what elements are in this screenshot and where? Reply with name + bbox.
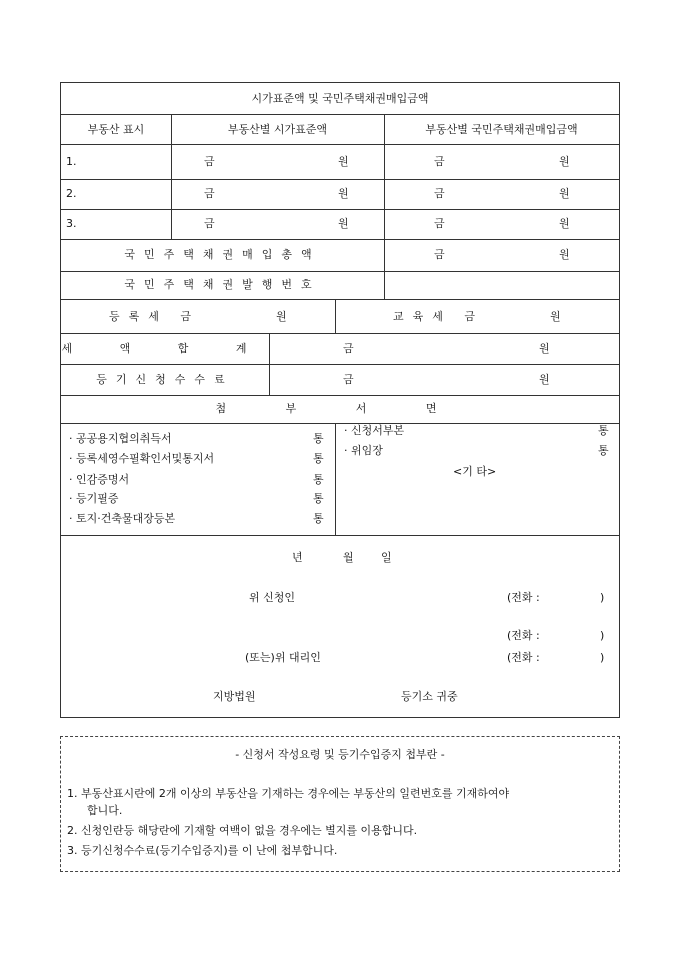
phone-label: (전화 : xyxy=(507,651,540,664)
row-divider xyxy=(61,299,619,300)
geum-label: 금 xyxy=(204,155,215,168)
bond-number-label: 국민주택채권발행번호 xyxy=(124,278,321,291)
attachments-title: 첨 부 서 면 xyxy=(215,402,465,415)
others-label: <기 타> xyxy=(453,465,497,478)
won-label: 원 xyxy=(539,373,550,386)
application-form xyxy=(60,82,620,718)
geum-label: 금 xyxy=(434,248,445,261)
row-divider xyxy=(61,209,619,210)
col-divider xyxy=(269,333,270,395)
phone-close: ) xyxy=(600,651,605,664)
header-standard-price: 부동산별 시가표준액 xyxy=(227,123,328,136)
won-label: 원 xyxy=(559,248,570,261)
court-label: 지방법원 xyxy=(213,690,256,703)
row-divider xyxy=(61,395,619,396)
won-label: 원 xyxy=(539,342,550,355)
registration-fee-label: 등기신청수수료 xyxy=(96,373,234,386)
tong-label: 통 xyxy=(313,473,324,486)
geum-label: 금 xyxy=(434,187,445,200)
attachment-item: · 등록세영수필확인서및통지서 xyxy=(69,452,215,465)
row-number: 3. xyxy=(66,217,77,230)
form-title: 시가표준액 및 국민주택채권매입금액 xyxy=(251,92,429,105)
phone-label: (전화 : xyxy=(507,591,540,604)
geum-label: 금 xyxy=(204,187,215,200)
tong-label: 통 xyxy=(313,452,324,465)
attachment-item: · 신청서부본 xyxy=(344,424,405,437)
header-property: 부동산 표시 xyxy=(87,123,145,136)
col-divider xyxy=(335,423,336,535)
geum-label: 금 xyxy=(434,155,445,168)
date-year: 년 xyxy=(292,551,303,564)
won-label: 원 xyxy=(338,187,349,200)
row-divider xyxy=(61,333,619,334)
row-divider xyxy=(61,114,619,115)
geum-label: 금 xyxy=(343,373,354,386)
instruction-item: 3. 등기신청수수료(등기수입증지)를 이 난에 첩부합니다. xyxy=(67,844,338,857)
attachment-item: · 인감증명서 xyxy=(69,473,130,486)
instructions-box xyxy=(60,736,620,872)
col-divider xyxy=(335,299,336,333)
geum-label: 금 xyxy=(343,342,354,355)
won-label: 원 xyxy=(550,310,561,323)
won-label: 원 xyxy=(338,155,349,168)
won-label: 원 xyxy=(338,217,349,230)
instructions-title: - 신청서 작성요령 및 등기수입증지 첩부란 - xyxy=(235,748,445,761)
won-label: 원 xyxy=(559,155,570,168)
instruction-item: 합니다. xyxy=(87,804,123,817)
tong-label: 통 xyxy=(313,512,324,525)
attachment-item: · 공공용지협의취득서 xyxy=(69,432,172,445)
geum-label: 금 xyxy=(204,217,215,230)
registry-label: 등기소 귀중 xyxy=(401,690,458,703)
won-label: 원 xyxy=(559,187,570,200)
tax-total-label: 세 액 합 계 xyxy=(61,342,269,355)
won-label: 원 xyxy=(276,310,287,323)
geum-label: 금 xyxy=(434,217,445,230)
registration-tax-label: 등록세 금 xyxy=(109,310,201,323)
row-divider xyxy=(61,535,619,536)
date-day: 일 xyxy=(381,551,392,564)
attachment-item: · 등기필증 xyxy=(69,492,119,505)
phone-close: ) xyxy=(600,591,605,604)
tong-label: 통 xyxy=(313,492,324,505)
instruction-item: 2. 신청인란등 해당란에 기재할 여백이 없을 경우에는 별지를 이용합니다. xyxy=(67,824,418,837)
row-divider xyxy=(61,271,619,272)
tong-label: 통 xyxy=(598,424,609,437)
row-divider xyxy=(61,144,619,145)
applicant-label: 위 신청인 xyxy=(249,591,296,604)
won-label: 원 xyxy=(559,217,570,230)
attachment-item: · 위임장 xyxy=(344,444,383,457)
bond-total-label: 국민주택채권매입총액 xyxy=(124,248,321,261)
col-divider xyxy=(384,114,385,299)
date-month: 월 xyxy=(343,551,354,564)
tong-label: 통 xyxy=(598,444,609,457)
instruction-item: 1. 부동산표시란에 2개 이상의 부동산을 기재하는 경우에는 부동산의 일련번호를 기재하여야 xyxy=(67,787,510,800)
header-bond-amount: 부동산별 국민주택채권매입금액 xyxy=(425,123,578,136)
tong-label: 통 xyxy=(313,432,324,445)
row-divider xyxy=(61,423,619,424)
attachment-item: · 토지·건축물대장등본 xyxy=(69,512,176,525)
row-number: 2. xyxy=(66,187,77,200)
row-divider xyxy=(61,364,619,365)
education-tax-label: 교육세 금 xyxy=(393,310,485,323)
phone-close: ) xyxy=(600,629,605,642)
phone-label: (전화 : xyxy=(507,629,540,642)
agent-label: (또는)위 대리인 xyxy=(245,651,321,664)
row-number: 1. xyxy=(66,155,77,168)
row-divider xyxy=(61,179,619,180)
row-divider xyxy=(61,239,619,240)
